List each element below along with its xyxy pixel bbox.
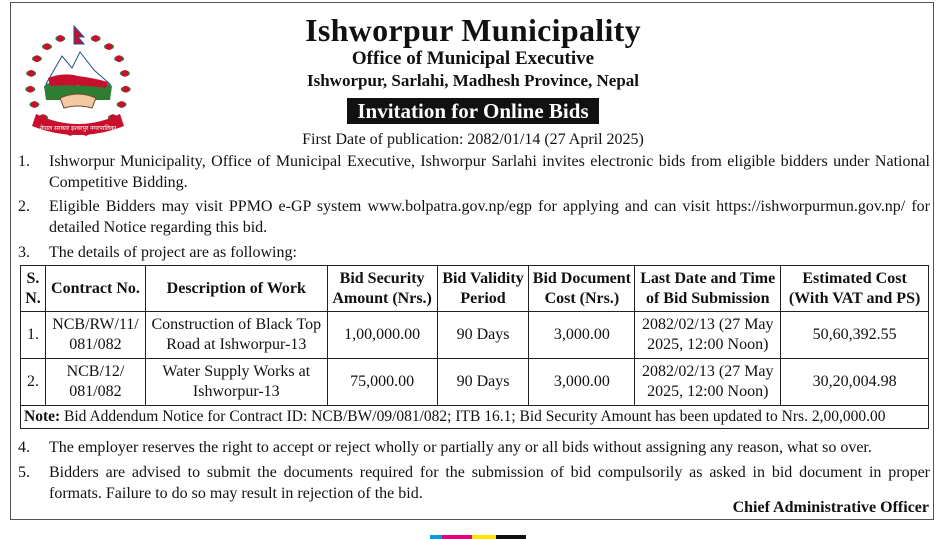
office-address: Ishworpur, Sarlahi, Madhesh Province, Nepal [306, 71, 639, 90]
cell-bid-validity: 90 Days [437, 312, 529, 359]
print-color-bar [442, 535, 472, 539]
cell-description: Water Supply Works at Ishworpur-13 [145, 359, 327, 406]
cell-deadline: 2082/02/13 (27 May 2025, 12:00 Noon) [635, 359, 781, 406]
print-color-bar [430, 535, 442, 539]
table-row [21, 312, 929, 359]
header-contract-no: Contract No. [45, 266, 145, 312]
paragraph-text: Ishworpur Municipality, Office of Municipal Executive, Ishworpur Sarlahi invites electronic bids from eligible bidders under National Competitive Bidding. [49, 153, 930, 191]
paragraph-number: 1. [18, 153, 30, 170]
header-document-cost: Bid Document Cost (Nrs.) [529, 266, 635, 312]
cell-document-cost: 3,000.00 [529, 359, 635, 406]
header-estimated-cost: Estimated Cost (With VAT and PS) [781, 266, 929, 312]
cell-contract-no: NCB/RW/11/ 081/082 [45, 312, 145, 359]
header-sn: S. N. [21, 266, 46, 312]
paragraph-text: Eligible Bidders may visit PPMO e-GP system www.bolpatra.gov.np/egp for applying and can visit https://ishworpurmun.gov.np/ for detailed Notice regarding this bid. [49, 198, 930, 236]
print-color-bar [472, 535, 496, 539]
office-name: Office of Municipal Executive [351, 48, 595, 69]
paragraph-number: 2. [18, 198, 30, 215]
table-note-row [21, 406, 929, 429]
cell-contract-no: NCB/12/ 081/082 [45, 359, 145, 406]
notice-banner: Invitation for Online Bids [347, 98, 598, 124]
paragraph-text: The details of project are as following: [49, 244, 297, 261]
paragraph-item [18, 151, 930, 193]
emblem-caption: नेपाल सरकार इश्वरपुर नगरपालिका [39, 125, 117, 132]
paragraph-number: 4. [18, 439, 30, 456]
table-header-row [21, 266, 929, 312]
cell-deadline: 2082/02/13 (27 May 2025, 12:00 Noon) [635, 312, 781, 359]
header-bid-security: Bid Security Amount (Nrs.) [327, 266, 437, 312]
cell-description: Construction of Black Top Road at Ishworpur-13 [145, 312, 327, 359]
cell-bid-security: 75,000.00 [327, 359, 437, 406]
table-row [21, 359, 929, 406]
publication-date: First Date of publication: 2082/01/14 (27 April 2025) [302, 131, 644, 148]
cell-document-cost: 3,000.00 [529, 312, 635, 359]
note-label: Note: [24, 408, 61, 425]
cell-bid-security: 1,00,000.00 [327, 312, 437, 359]
cell-sn: 2. [21, 359, 46, 406]
paragraph-text: Bidders are advised to submit the documents required for the submission of bid compulsorily as asked in bid document in proper formats. Failure to do so may result in rejection of the bid. [49, 464, 930, 502]
cell-sn: 1. [21, 312, 46, 359]
bids-table [20, 265, 929, 429]
paragraph-item [18, 196, 930, 238]
paragraph-text: The employer reserves the right to accept or reject wholly or partially any or all bids without assigning any reason, what so over. [49, 439, 872, 456]
print-color-bar [496, 535, 526, 539]
cell-estimated-cost: 30,20,004.98 [781, 359, 929, 406]
header-deadline: Last Date and Time of Bid Submission [635, 266, 781, 312]
table-note [21, 406, 929, 429]
header-bid-validity: Bid Validity Period [437, 266, 529, 312]
cell-bid-validity: 90 Days [437, 359, 529, 406]
paragraph-number: 3. [18, 244, 30, 261]
paragraph-item [18, 242, 930, 263]
header-description: Description of Work [145, 266, 327, 312]
paragraph-item [18, 437, 930, 458]
cell-estimated-cost: 50,60,392.55 [781, 312, 929, 359]
page-title: Ishworpur Municipality [305, 12, 641, 48]
note-text: Bid Addendum Notice for Contract ID: NCB/BW/09/081/082; ITB 16.1; Bid Security Amount has been updated to Nrs. 2,00,000.00 [60, 408, 886, 425]
paragraph-number: 5. [18, 464, 30, 481]
signature-title: Chief Administrative Officer [732, 499, 929, 516]
paragraph-item [18, 462, 930, 504]
